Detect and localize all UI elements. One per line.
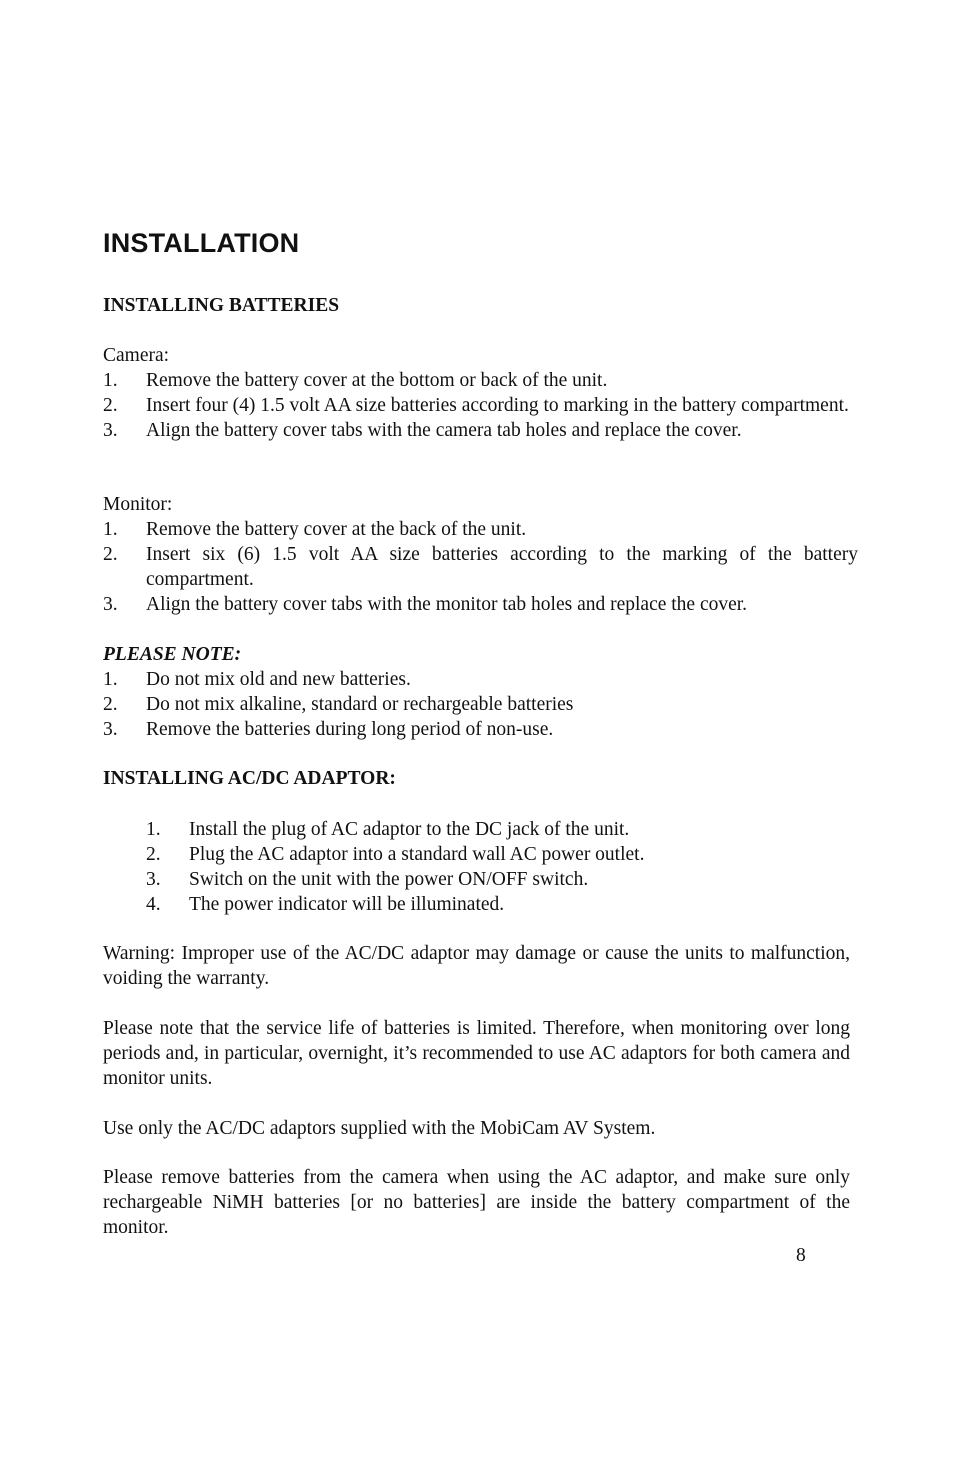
item-text: Insert six (6) 1.5 volt AA size batteries according to the marking of the battery compartment.: [146, 544, 858, 590]
adaptor-steps-list: [146, 817, 849, 917]
list-item: [146, 892, 849, 917]
item-text: Plug the AC adaptor into a standard wall AC power outlet.: [189, 844, 645, 865]
item-text: Align the battery cover tabs with the monitor tab holes and replace the cover.: [146, 594, 748, 615]
item-number: 1.: [146, 819, 161, 840]
adaptor-only-paragraph: Use only the AC/DC adaptors supplied with the MobiCam AV System.: [103, 1118, 656, 1139]
note-list: [103, 667, 858, 742]
list-item: [103, 692, 858, 717]
item-number: 2.: [103, 694, 118, 715]
monitor-steps-list: [103, 517, 858, 617]
camera-label: Camera:: [103, 345, 170, 366]
list-item: [103, 717, 858, 742]
list-item: [103, 393, 858, 418]
list-item: [103, 542, 858, 592]
item-text: Remove the battery cover at the back of the unit.: [146, 519, 527, 540]
camera-steps-list: [103, 368, 858, 443]
battery-life-paragraph: Please note that the service life of batteries is limited. Therefore, when monitoring over long periods and, in particular, overnight, it’s recommended to use AC adaptors for both camera and monitor units.: [103, 1018, 850, 1089]
list-item: [146, 867, 849, 892]
item-number: 2.: [146, 844, 161, 865]
item-text: Do not mix old and new batteries.: [146, 669, 411, 690]
item-number: 3.: [103, 594, 118, 615]
monitor-label: Monitor:: [103, 494, 173, 515]
page-number: 8: [796, 1245, 806, 1266]
item-text: The power indicator will be illuminated.: [189, 894, 505, 915]
page-title: INSTALLATION: [103, 228, 300, 258]
item-number: 4.: [146, 894, 161, 915]
warning-paragraph: Warning: Improper use of the AC/DC adaptor may damage or cause the units to malfunction, voiding the warranty.: [103, 943, 850, 989]
section-heading-adaptor: INSTALLING AC/DC ADAPTOR:: [103, 768, 396, 789]
item-number: 2.: [103, 544, 118, 565]
list-item: [146, 842, 849, 867]
section-heading-batteries: INSTALLING BATTERIES: [103, 295, 340, 316]
item-number: 3.: [146, 869, 161, 890]
list-item: [103, 667, 858, 692]
item-number: 3.: [103, 719, 118, 740]
please-note-label: PLEASE NOTE:: [103, 644, 242, 665]
list-item: [103, 592, 858, 617]
item-number: 2.: [103, 395, 118, 416]
item-text: Insert four (4) 1.5 volt AA size batteries according to marking in the battery compartment.: [146, 395, 849, 416]
item-number: 1.: [103, 519, 118, 540]
list-item: [103, 368, 858, 393]
item-text: Remove the batteries during long period of non-use.: [146, 719, 554, 740]
item-text: Align the battery cover tabs with the camera tab holes and replace the cover.: [146, 420, 742, 441]
list-item: [146, 817, 849, 842]
item-text: Remove the battery cover at the bottom or back of the unit.: [146, 370, 608, 391]
item-text: Do not mix alkaline, standard or rechargeable batteries: [146, 694, 574, 715]
item-text: Switch on the unit with the power ON/OFF switch.: [189, 869, 589, 890]
list-item: [103, 517, 858, 542]
list-item: [103, 418, 858, 443]
remove-batteries-paragraph: Please remove batteries from the camera when using the AC adaptor, and make sure only rechargeable NiMH batteries [or no batteries] are inside the battery compartment of the monitor.: [103, 1167, 850, 1238]
item-number: 3.: [103, 420, 118, 441]
item-text: Install the plug of AC adaptor to the DC jack of the unit.: [189, 819, 630, 840]
item-number: 1.: [103, 669, 118, 690]
item-number: 1.: [103, 370, 118, 391]
